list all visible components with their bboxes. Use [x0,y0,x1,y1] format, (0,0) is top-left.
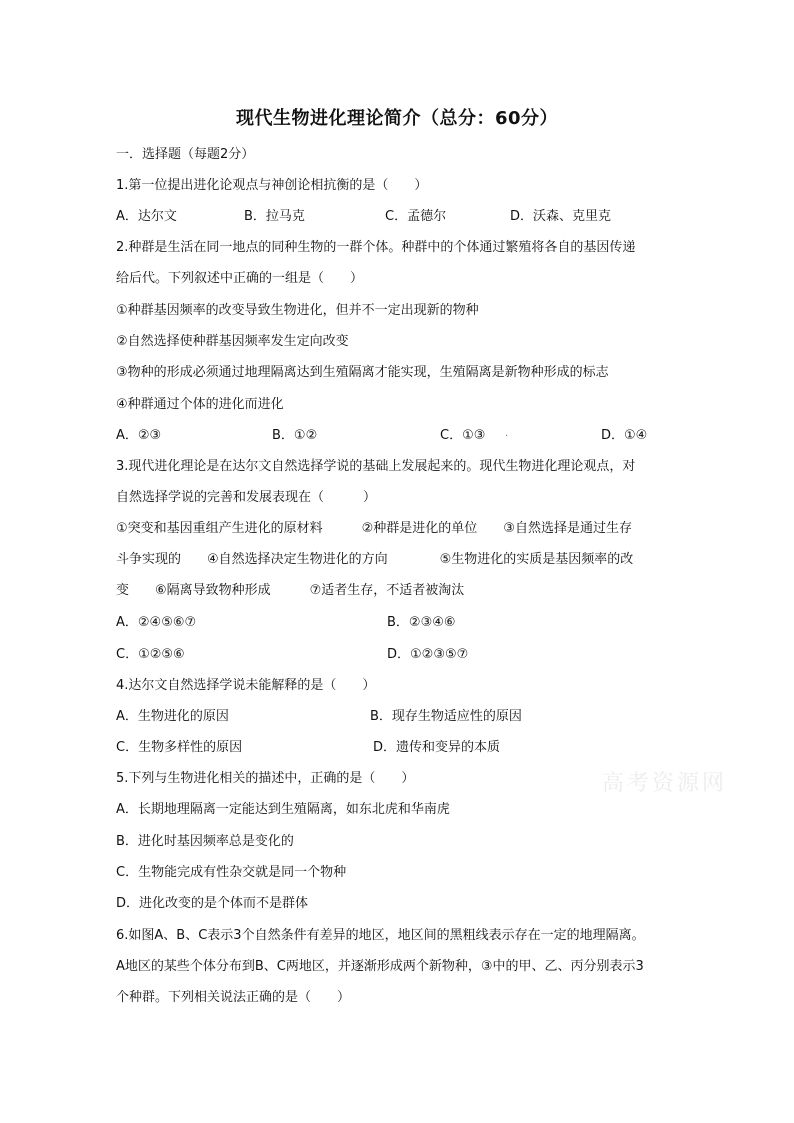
q2-item-4: ④种群通过个体的进化而进化 [116,397,284,412]
q3-items-line2: 斗争实现的 ④自然选择决定生物进化的方向 ⑤生物进化的实质是基因频率的改 [116,552,634,567]
question-6-stem-line2: A地区的某些个体分布到B、C两地区，并逐渐形成两个新物种，③中的甲、乙、丙分别表示3 [116,959,644,974]
page-title: 现代生物进化理论简介（总分：60分） [235,108,559,129]
question-6-stem-line1: 6.如图A、B、C表示3个自然条件有差异的地区，地区间的黑粗线表示存在一定的地理隔离。 [116,928,645,943]
question-3-stem-line2: 自然选择学说的完善和发展表现在（ ） [116,490,377,505]
question-2-stem-line2: 给后代。下列叙述中正确的一组是（ ） [116,271,364,286]
q2-option-b: B．①② [272,428,318,443]
q5-option-d: D．进化改变的是个体而不是群体 [116,896,309,911]
question-5-stem: 5.下列与生物进化相关的描述中，正确的是（ ） [116,771,415,786]
q3-items-line3: 变 ⑥隔离导致物种形成 ⑦适者生存，不适者被淘汰 [116,583,465,598]
q1-option-a: A．达尔文 [116,209,177,224]
q2-item-3: ③物种的形成必须通过地理隔离达到生殖隔离才能实现，生殖隔离是新物种形成的标志 [116,365,609,380]
question-6-stem-line3: 个种群。下列相关说法正确的是（ ） [116,990,351,1005]
question-1-stem: 1.第一位提出进化论观点与神创论相抗衡的是（ ） [116,178,428,193]
q2-option-a: A．②③ [116,428,162,443]
q4-option-b: B．现存生物适应性的原因 [370,709,522,724]
q3-option-c: C．①②⑤⑥ [116,647,185,662]
q2-option-c: C．①③ [440,428,486,443]
question-4-stem: 4.达尔文自然选择学说未能解释的是（ ） [116,678,376,693]
q3-option-a: A．②④⑤⑥⑦ [116,615,197,630]
q2-option-d: D．①④ [601,428,648,443]
watermark: 高考资源网 [602,771,728,796]
q5-option-a: A．长期地理隔离一定能达到生殖隔离，如东北虎和华南虎 [116,802,450,817]
q2-item-2: ②自然选择使种群基因频率发生定向改变 [116,334,349,349]
q1-option-b: B．拉马克 [244,209,305,224]
q4-option-d: D．遗传和变异的本质 [373,740,501,755]
q5-option-c: C．生物能完成有性杂交就是同一个物种 [116,865,347,880]
q3-option-b: B．②③④⑥ [387,615,456,630]
q1-option-d: D．沃森、克里克 [510,209,612,224]
stray-mark: . [505,428,509,439]
question-2-stem-line1: 2.种群是生活在同一地点的同种生物的一群个体。种群中的个体通过繁殖将各自的基因传递 [116,240,636,255]
question-3-stem-line1: 3.现代进化理论是在达尔文自然选择学说的基础上发展起来的。现代生物进化理论观点，对 [116,459,636,474]
q2-item-1: ①种群基因频率的改变导致生物进化，但并不一定出现新的物种 [116,303,479,318]
q5-option-b: B．进化时基因频率总是变化的 [116,834,294,849]
q1-option-c: C．孟德尔 [385,209,447,224]
section-heading: 一．选择题（每题2分） [116,147,255,162]
q4-option-a: A．生物进化的原因 [116,709,229,724]
q3-items-line1: ①突变和基因重组产生进化的原材料 ②种群是进化的单位 ③自然选择是通过生存 [116,521,632,536]
q4-option-c: C．生物多样性的原因 [116,740,243,755]
q3-option-d: D．①②③⑤⑦ [387,647,469,662]
